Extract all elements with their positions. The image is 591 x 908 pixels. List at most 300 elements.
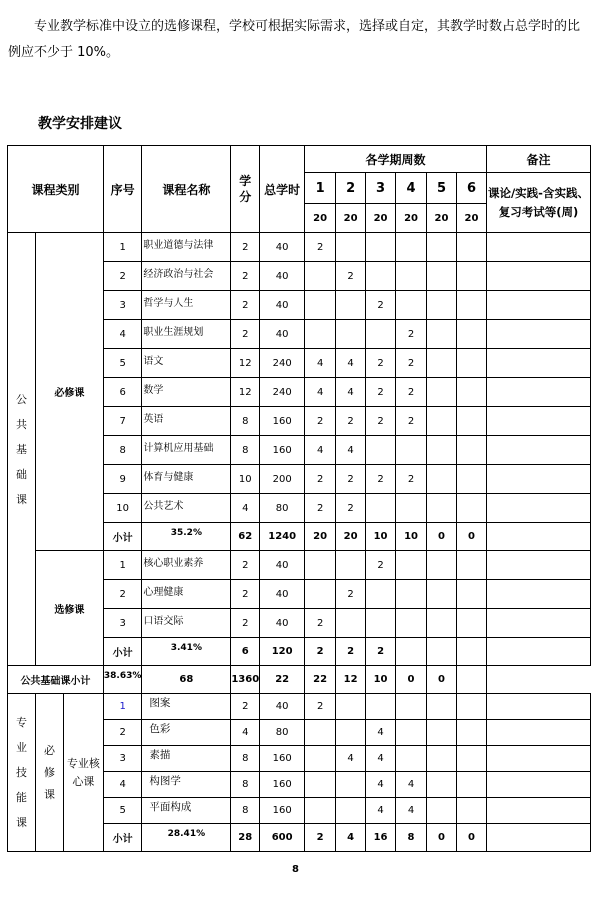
remarks-cell: [486, 378, 590, 407]
prof-required-char: 课: [43, 787, 55, 801]
credits-cell: 2: [231, 291, 260, 320]
subtotal-semester-1: 20: [305, 523, 336, 551]
semester-6-cell: [456, 233, 486, 262]
public-subtotal-semester-1: 22: [260, 666, 305, 694]
course-name-cell: [142, 494, 231, 523]
public-subtotal-hours: 1360: [231, 666, 260, 694]
course-name-cell: [142, 407, 231, 436]
semester-1-cell: 2: [305, 465, 336, 494]
semester-6-cell: [456, 720, 486, 746]
hours-cell: 80: [260, 720, 305, 746]
public-base-char: 课: [15, 492, 27, 506]
semester-5-cell: [427, 262, 457, 291]
semester-6-cell: [456, 407, 486, 436]
public-base-char: 共: [15, 417, 27, 431]
course-name-cell: [142, 320, 231, 349]
semester-2-cell: 2: [336, 494, 366, 523]
semester-3-cell: 2: [366, 291, 396, 320]
credits-cell: 2: [231, 694, 260, 720]
semester-4-cell: 4: [396, 772, 427, 798]
semester-2-cell: [336, 291, 366, 320]
course-name-cell: [142, 772, 231, 798]
seq-cell: 9: [103, 465, 142, 494]
semester-5-cell: [427, 720, 457, 746]
course-name: 口语交际: [143, 615, 184, 627]
semester-3-cell: [366, 580, 396, 609]
course-name-cell: [142, 580, 231, 609]
course-name: 素描: [149, 749, 171, 761]
hours-cell: 240: [260, 349, 305, 378]
section-heading: 教学安排建议: [38, 116, 122, 132]
semester-1-cell: [305, 746, 336, 772]
subtotal-semester-1: 2: [305, 638, 336, 666]
semester-4-cell: [396, 262, 427, 291]
semester-5-cell: [427, 378, 457, 407]
remarks-cell: [486, 436, 590, 465]
seq-cell: 1: [103, 233, 142, 262]
subtotal-semester-2: 2: [336, 638, 366, 666]
semester-4-cell: 2: [396, 378, 427, 407]
subtotal-semester-6: 0: [456, 523, 486, 551]
credits-cell: 10: [231, 465, 260, 494]
semester-4-cell: [396, 494, 427, 523]
seq-cell: 7: [103, 407, 142, 436]
credits-cell: 2: [231, 609, 260, 638]
semester-2-cell: [336, 609, 366, 638]
header-weeks-2: 20: [336, 204, 366, 233]
semester-5-cell: [427, 494, 457, 523]
subtotal-percent: [142, 824, 231, 852]
remarks-cell: [486, 746, 590, 772]
course-name: 哲学与人生: [143, 297, 194, 309]
semester-4-cell: 2: [396, 349, 427, 378]
public-subtotal-semester-2: 22: [305, 666, 336, 694]
subtotal-semester-3: 10: [366, 523, 396, 551]
header-credits-label: 学分: [239, 174, 252, 204]
header-credits: [231, 146, 260, 233]
semester-6-cell: [456, 551, 486, 580]
subtotal-hours: 120: [260, 638, 305, 666]
seq-cell: 2: [103, 720, 142, 746]
group-prof-required: [35, 694, 63, 852]
semester-5-cell: [427, 320, 457, 349]
public-subtotal-semester-6: 0: [427, 666, 457, 694]
hours-cell: 40: [260, 233, 305, 262]
credits-cell: 2: [231, 233, 260, 262]
semester-6-cell: [456, 694, 486, 720]
semester-2-cell: [336, 694, 366, 720]
semester-1-cell: 2: [305, 694, 336, 720]
group-prof-core: [63, 694, 103, 852]
course-name: 职业道德与法律: [143, 239, 214, 251]
semester-6-cell: [456, 465, 486, 494]
semester-3-cell: 2: [366, 551, 396, 580]
course-name: 平面构成: [149, 801, 192, 813]
semester-1-cell: [305, 798, 336, 824]
semester-1-cell: 2: [305, 407, 336, 436]
public-subtotal-label: 公共基础课小计: [8, 666, 104, 694]
semester-2-cell: 2: [336, 262, 366, 291]
seq-cell: 3: [103, 746, 142, 772]
subtotal-hours: 1240: [260, 523, 305, 551]
credits-cell: 12: [231, 349, 260, 378]
header-semester-weeks: 各学期周数: [305, 146, 487, 173]
course-name: 图案: [149, 697, 171, 709]
subtotal-semester-3: 16: [366, 824, 396, 852]
semester-3-cell: [366, 436, 396, 465]
semester-3-cell: 2: [366, 378, 396, 407]
credits-cell: 2: [231, 320, 260, 349]
semester-1-cell: [305, 551, 336, 580]
semester-4-cell: [396, 551, 427, 580]
header-weeks-6: 20: [456, 204, 486, 233]
subtotal-label: 小计: [103, 824, 142, 852]
hours-cell: 240: [260, 378, 305, 407]
course-name-cell: [142, 233, 231, 262]
remarks-cell: [486, 551, 590, 580]
semester-2-cell: 4: [336, 436, 366, 465]
subtotal-hours: 600: [260, 824, 305, 852]
semester-6-cell: [456, 262, 486, 291]
seq-cell: 8: [103, 436, 142, 465]
semester-6-cell: [456, 320, 486, 349]
seq-cell: 5: [103, 349, 142, 378]
semester-2-cell: 2: [336, 407, 366, 436]
public-subtotal-semester-3: 12: [336, 666, 366, 694]
header-seq: 序号: [103, 146, 142, 233]
credits-cell: 4: [231, 494, 260, 523]
remarks-cell: [486, 494, 590, 523]
header-weeks-1: 20: [305, 204, 336, 233]
hours-cell: 40: [260, 291, 305, 320]
header-weeks-3: 20: [366, 204, 396, 233]
group-required: 必修课: [35, 233, 103, 551]
subtotal-semester-6: 0: [456, 824, 486, 852]
header-semester-1: 1: [305, 173, 336, 204]
hours-cell: 160: [260, 436, 305, 465]
course-name: 体育与健康: [143, 471, 194, 483]
remarks-cell: [486, 824, 590, 852]
semester-1-cell: [305, 772, 336, 798]
remarks-cell: [486, 694, 590, 720]
professional-char: 能: [15, 791, 27, 804]
header-course-name: 课程名称: [142, 146, 231, 233]
subtotal-semester-4: 10: [396, 523, 427, 551]
semester-2-cell: [336, 320, 366, 349]
semester-5-cell: [427, 746, 457, 772]
semester-3-cell: 4: [366, 772, 396, 798]
header-semester-3: 3: [366, 173, 396, 204]
semester-1-cell: 4: [305, 349, 336, 378]
course-name-cell: [142, 436, 231, 465]
semester-1-cell: [305, 320, 336, 349]
semester-2-cell: 4: [336, 746, 366, 772]
public-base-char: 础: [15, 467, 27, 481]
course-name-cell: [142, 798, 231, 824]
semester-5-cell: [427, 580, 457, 609]
semester-5-cell: [427, 798, 457, 824]
semester-1-cell: 4: [305, 436, 336, 465]
course-name: 职业生涯规划: [143, 326, 204, 338]
semester-5-cell: [427, 694, 457, 720]
header-remarks-detail: 课论/实践-含实践、复习考试等(周): [486, 173, 590, 233]
remarks-cell: [486, 609, 590, 638]
subtotal-semester-1: 2: [305, 824, 336, 852]
remarks-cell: [486, 291, 590, 320]
semester-5-cell: [427, 551, 457, 580]
remarks-cell: [486, 798, 590, 824]
header-remarks: 备注: [486, 146, 590, 173]
seq-cell: 10: [103, 494, 142, 523]
subtotal-semester-5: 0: [427, 523, 457, 551]
prof-required-char: 修: [43, 765, 55, 779]
course-name-cell: [142, 746, 231, 772]
semester-3-cell: 4: [366, 746, 396, 772]
semester-3-cell: 2: [366, 407, 396, 436]
hours-cell: 40: [260, 320, 305, 349]
hours-cell: 40: [260, 694, 305, 720]
subtotal-percent: [142, 638, 231, 666]
semester-4-cell: [396, 746, 427, 772]
credits-cell: 8: [231, 407, 260, 436]
subtotal-label: 小计: [103, 638, 142, 666]
semester-2-cell: 2: [336, 465, 366, 494]
credits-cell: 8: [231, 798, 260, 824]
remarks-cell: [486, 772, 590, 798]
remarks-cell: [486, 638, 590, 666]
semester-3-cell: [366, 694, 396, 720]
semester-2-cell: [336, 772, 366, 798]
hours-cell: 160: [260, 746, 305, 772]
semester-4-cell: 2: [396, 465, 427, 494]
semester-4-cell: 2: [396, 320, 427, 349]
seq-cell: 3: [103, 609, 142, 638]
header-total-hours: 总学时: [260, 146, 305, 233]
course-name: 色彩: [149, 723, 171, 735]
semester-5-cell: [427, 291, 457, 320]
remarks-cell: [456, 666, 486, 694]
credits-cell: 8: [231, 746, 260, 772]
header-category: 课程类别: [8, 146, 104, 233]
course-name: 核心职业素养: [143, 557, 204, 569]
hours-cell: 200: [260, 465, 305, 494]
semester-6-cell: [456, 746, 486, 772]
course-name: 心理健康: [143, 586, 184, 598]
subtotal-semester-5: 0: [427, 824, 457, 852]
semester-1-cell: 2: [305, 609, 336, 638]
subtotal-percent-value: 3.41%: [170, 643, 202, 653]
seq-cell: 5: [103, 798, 142, 824]
semester-6-cell: [456, 798, 486, 824]
subtotal-credits: 28: [231, 824, 260, 852]
hours-cell: 40: [260, 580, 305, 609]
subtotal-credits: 6: [231, 638, 260, 666]
credits-cell: 8: [231, 436, 260, 465]
course-name: 语文: [143, 355, 164, 367]
semester-2-cell: [336, 551, 366, 580]
course-name: 经济政治与社会: [143, 268, 214, 280]
course-name-cell: [142, 378, 231, 407]
semester-3-cell: 2: [366, 465, 396, 494]
intro-paragraph: 专业教学标准中设立的选修课程，学校可根据实际需求，选择或自定，其教学时数占总学时的比例应不少于 10%。: [8, 19, 581, 60]
semester-4-cell: [396, 233, 427, 262]
seq-cell: 6: [103, 378, 142, 407]
course-name-cell: [142, 465, 231, 494]
semester-5-cell: [427, 465, 457, 494]
page-number: 8: [292, 864, 299, 875]
course-name-cell: [142, 291, 231, 320]
semester-1-cell: 2: [305, 233, 336, 262]
professional-char: 课: [15, 816, 27, 829]
subtotal-semester-4: 8: [396, 824, 427, 852]
header-semester-4: 4: [396, 173, 427, 204]
professional-char: 技: [15, 766, 27, 779]
course-name-cell: [142, 262, 231, 291]
remarks-cell: [486, 320, 590, 349]
semester-6-cell: [456, 378, 486, 407]
hours-cell: 160: [260, 407, 305, 436]
semester-4-cell: [396, 580, 427, 609]
public-subtotal-semester-4: 10: [366, 666, 396, 694]
semester-2-cell: [336, 720, 366, 746]
course-name-cell: [142, 720, 231, 746]
subtotal-credits: 62: [231, 523, 260, 551]
semester-4-cell: [396, 694, 427, 720]
semester-5-cell: [427, 609, 457, 638]
public-base-char: 公: [15, 392, 27, 406]
hours-cell: 40: [260, 262, 305, 291]
public-subtotal-percent: [103, 666, 142, 694]
course-name-cell: [142, 694, 231, 720]
semester-3-cell: 4: [366, 798, 396, 824]
semester-2-cell: [336, 233, 366, 262]
course-name: 公共艺术: [143, 500, 184, 512]
header-semester-6: 6: [456, 173, 486, 204]
semester-3-cell: [366, 233, 396, 262]
semester-4-cell: [396, 436, 427, 465]
semester-4-cell: [396, 609, 427, 638]
semester-5-cell: [427, 436, 457, 465]
semester-1-cell: [305, 580, 336, 609]
professional-char: 专: [15, 716, 27, 729]
seq-cell: 1: [103, 694, 142, 720]
subtotal-semester-2: 20: [336, 523, 366, 551]
semester-3-cell: [366, 320, 396, 349]
semester-3-cell: [366, 609, 396, 638]
semester-2-cell: 4: [336, 349, 366, 378]
seq-cell: 2: [103, 262, 142, 291]
remarks-cell: [486, 523, 590, 551]
semester-1-cell: [305, 291, 336, 320]
hours-cell: 40: [260, 551, 305, 580]
course-name: 英语: [143, 413, 164, 425]
header-weeks-4: 20: [396, 204, 427, 233]
group-public-base: [8, 233, 36, 666]
subtotal-percent-value: 28.41%: [167, 829, 206, 839]
semester-1-cell: 2: [305, 494, 336, 523]
semester-3-cell: [366, 494, 396, 523]
header-semester-5: 5: [427, 173, 457, 204]
public-base-char: 基: [15, 442, 27, 456]
public-subtotal-credits: 68: [142, 666, 231, 694]
credits-cell: 4: [231, 720, 260, 746]
semester-1-cell: [305, 720, 336, 746]
semester-6-cell: [456, 494, 486, 523]
credits-cell: 2: [231, 262, 260, 291]
hours-cell: 160: [260, 772, 305, 798]
credits-cell: 2: [231, 551, 260, 580]
header-semester-2: 2: [336, 173, 366, 204]
group-professional: [8, 694, 36, 852]
semester-4-cell: [396, 720, 427, 746]
course-name: 计算机应用基础: [143, 442, 214, 454]
course-name: 构图学: [149, 775, 181, 787]
group-elective: 选修课: [35, 551, 103, 666]
professional-char: 业: [15, 741, 27, 754]
seq-cell: 4: [103, 772, 142, 798]
semester-4-cell: 2: [396, 407, 427, 436]
course-name-cell: [142, 551, 231, 580]
course-name-cell: [142, 349, 231, 378]
semester-6-cell: [456, 772, 486, 798]
subtotal-semester-4: [396, 638, 427, 666]
prof-core-line: 心课: [72, 774, 95, 788]
remarks-cell: [486, 262, 590, 291]
hours-cell: 80: [260, 494, 305, 523]
header-weeks-5: 20: [427, 204, 457, 233]
remarks-cell: [486, 407, 590, 436]
semester-6-cell: [456, 436, 486, 465]
subtotal-percent: [142, 523, 231, 551]
semester-2-cell: 2: [336, 580, 366, 609]
subtotal-semester-5: [427, 638, 457, 666]
prof-required-char: 必: [43, 743, 55, 757]
semester-6-cell: [456, 609, 486, 638]
seq-cell: 4: [103, 320, 142, 349]
prof-core-line: 专业核: [66, 756, 100, 770]
semester-2-cell: [336, 798, 366, 824]
public-subtotal-percent-value: 38.63%: [103, 671, 142, 681]
hours-cell: 40: [260, 609, 305, 638]
subtotal-semester-6: [456, 638, 486, 666]
semester-6-cell: [456, 291, 486, 320]
subtotal-semester-2: 4: [336, 824, 366, 852]
remarks-cell: [486, 580, 590, 609]
semester-5-cell: [427, 233, 457, 262]
semester-3-cell: 4: [366, 720, 396, 746]
semester-6-cell: [456, 580, 486, 609]
subtotal-percent-value: 35.2%: [170, 528, 202, 538]
remarks-cell: [486, 720, 590, 746]
semester-5-cell: [427, 349, 457, 378]
remarks-cell: [486, 233, 590, 262]
seq-cell: 3: [103, 291, 142, 320]
semester-5-cell: [427, 772, 457, 798]
course-name-cell: [142, 609, 231, 638]
seq-cell: 2: [103, 580, 142, 609]
semester-5-cell: [427, 407, 457, 436]
subtotal-label: 小计: [103, 523, 142, 551]
remarks-cell: [486, 349, 590, 378]
seq-cell: 1: [103, 551, 142, 580]
credits-cell: 8: [231, 772, 260, 798]
semester-4-cell: [396, 291, 427, 320]
semester-1-cell: 4: [305, 378, 336, 407]
semester-3-cell: [366, 262, 396, 291]
semester-3-cell: 2: [366, 349, 396, 378]
credits-cell: 2: [231, 580, 260, 609]
semester-1-cell: [305, 262, 336, 291]
